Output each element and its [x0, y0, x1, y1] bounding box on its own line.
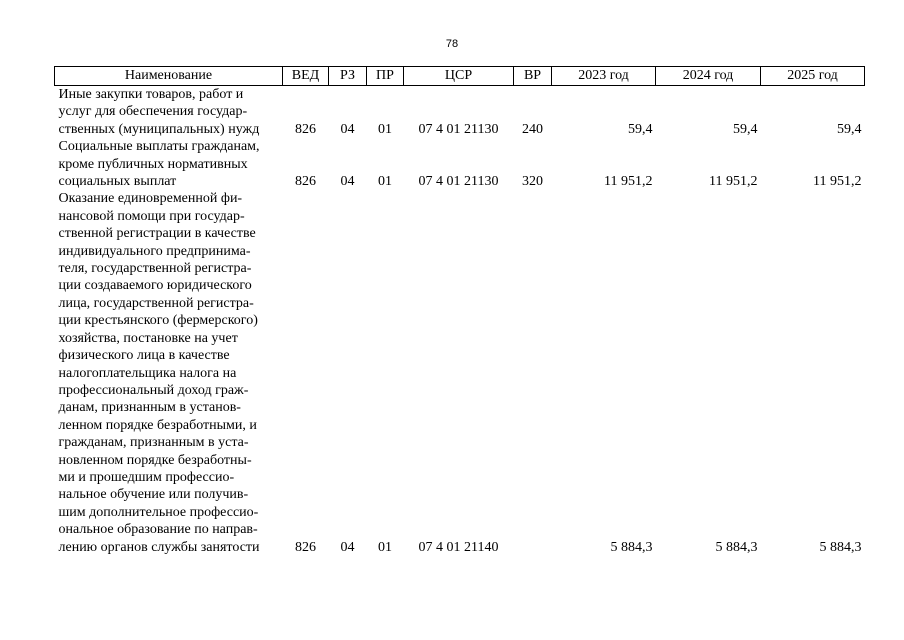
row-name: [55, 138, 283, 190]
row-name-line: ленном порядке безработными, и: [58, 417, 257, 433]
row-name: [55, 190, 283, 556]
row-value-2025: 5 884,3: [819, 539, 862, 555]
row-name-line: хозяйства, постановке на учет: [58, 330, 238, 346]
header-2025: 2025 год: [761, 67, 865, 86]
row-name-line: ции создаваемого юридического: [58, 278, 252, 294]
header-2024: 2024 год: [656, 67, 761, 86]
row-name-line: ственной регистрации в качестве: [58, 226, 256, 242]
row-value-2024: 11 951,2: [709, 174, 758, 190]
budget-table: [54, 66, 865, 556]
row-value-2023: 5 884,3: [610, 539, 653, 555]
row-name-line: данам, признанным в установ-: [58, 400, 241, 416]
row-vr: [514, 190, 552, 556]
row-name-line: налогоплательщика налога на: [58, 365, 237, 381]
row-value-2025: 11 951,2: [813, 174, 862, 190]
row-vr: 320: [522, 174, 543, 190]
row-pr: 01: [378, 121, 392, 137]
table-header-row: [55, 67, 865, 86]
row-name-line: новленном порядке безработны-: [58, 452, 252, 468]
header-csr: ЦСР: [404, 67, 514, 86]
table-body: [55, 86, 865, 556]
table-row: [55, 190, 865, 556]
row-name-line: теля, государственной регистра-: [58, 261, 252, 277]
row-name-line: ции крестьянского (фермерского): [58, 313, 258, 329]
row-ved: 826: [295, 539, 316, 555]
row-name-line: Иные закупки товаров, работ и: [58, 87, 244, 102]
row-value-2024: 59,4: [733, 121, 758, 137]
row-name-line: нансовой помощи при государ-: [58, 208, 245, 224]
row-ved: 826: [295, 121, 316, 137]
row-rz: 04: [340, 174, 355, 190]
page-number: 78: [445, 38, 459, 50]
row-csr: 07 4 01 21140: [418, 539, 499, 555]
row-pr: 01: [378, 539, 392, 555]
row-name: [55, 86, 283, 139]
row-name-line: кроме публичных нормативных: [58, 156, 248, 172]
row-rz: 04: [340, 539, 355, 555]
row-name-line: лица, государственной регистра-: [58, 295, 254, 311]
row-csr: 07 4 01 21130: [418, 121, 499, 137]
table-row: [55, 86, 865, 139]
row-pr: 01: [378, 174, 392, 190]
row-name-line: ми и прошедшим профессио-: [58, 469, 235, 485]
row-name-line: Оказание единовременной фи-: [58, 191, 243, 207]
header-name: Наименование: [55, 67, 283, 86]
row-name-line: профессиональный доход граж-: [58, 382, 249, 398]
row-name-line: нальное обучение или получив-: [58, 487, 249, 503]
header-rz: РЗ: [329, 67, 367, 86]
row-csr: 07 4 01 21130: [418, 174, 499, 190]
row-value-2024: 5 884,3: [715, 539, 758, 555]
row-name-line: лению органов службы занятости: [58, 539, 260, 555]
row-name-line: социальных выплат: [58, 174, 177, 190]
header-ved: ВЕД: [283, 67, 329, 86]
row-value-2025: 59,4: [837, 121, 862, 137]
row-value-2023: 11 951,2: [604, 174, 653, 190]
row-name-line: индивидуального предпринима-: [58, 243, 251, 259]
row-rz: 04: [340, 121, 355, 137]
row-name-line: гражданам, признанным в уста-: [58, 435, 249, 451]
row-value-2023: 59,4: [628, 121, 653, 137]
row-name-line: физического лица в качестве: [58, 348, 230, 364]
row-ved: 826: [295, 174, 316, 190]
row-name-line: Социальные выплаты гражданам,: [58, 139, 260, 155]
row-name-line: ственных (муниципальных) нужд: [58, 121, 260, 137]
row-name-line: шим дополнительное профессио-: [58, 504, 259, 520]
row-name-line: услуг для обеспечения государ-: [58, 104, 248, 120]
header-2023: 2023 год: [552, 67, 656, 86]
row-name-line: ональное образование по направ-: [58, 522, 258, 538]
header-vr: ВР: [514, 67, 552, 86]
header-pr: ПР: [367, 67, 404, 86]
table-row: [55, 138, 865, 190]
row-vr: 240: [522, 121, 543, 137]
